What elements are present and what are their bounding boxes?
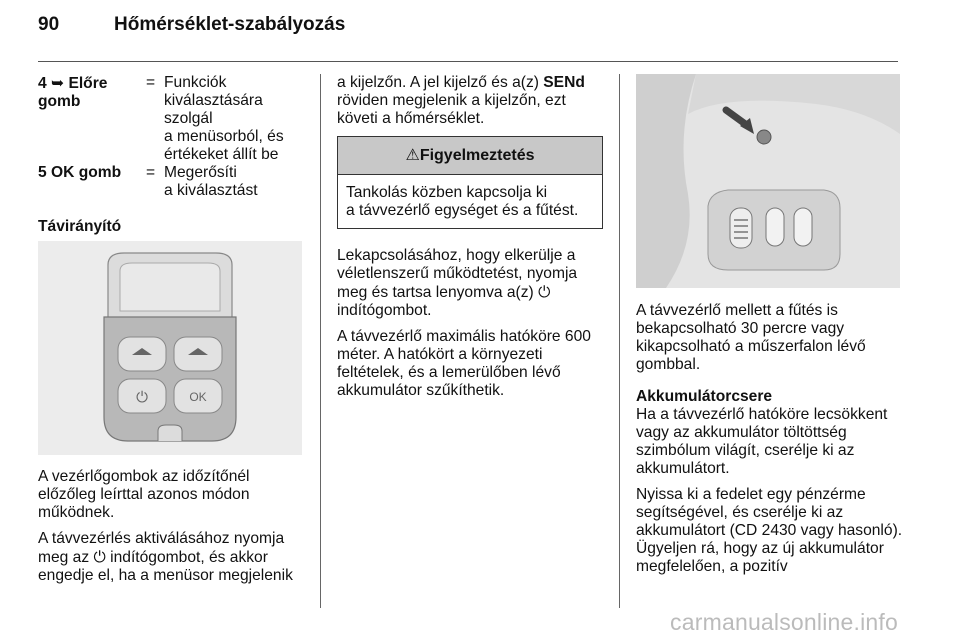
term-label: OK gomb — [51, 164, 122, 181]
paragraph-controls: A vezérlőgombok az időzítőnél előzőleg leírttal azonos módon működnek. — [38, 468, 250, 521]
page-number: 90 — [38, 14, 60, 35]
paragraph-battery-replace: Nyissa ki a fedelet egy pénzérme segítségével, és cserélje ki az akkumulátort (CD 2430 vagy hasonló). Ügyeljen rá, hogy az új akkumulátor megfelelően, a pozitív — [636, 486, 903, 575]
power-icon: ⏻ — [538, 283, 551, 301]
definition-equals: = — [146, 74, 156, 91]
column-2 — [337, 74, 603, 408]
paragraph-dashboard-button: A távvezérlő mellett a fűtés is bekapcsolható 30 percre vagy kikapcsolható a műszerfalon lévő gombbal. — [636, 302, 866, 373]
definition-ok-button: Megerősíti a kiválasztást — [164, 164, 258, 199]
text-span: A távvezérlés aktiválásához nyomja meg az — [38, 530, 285, 566]
column-3 — [636, 302, 904, 584]
button-definition-list — [38, 74, 304, 200]
battery-replacement-heading: Akkumulátorcsere — [636, 388, 773, 405]
text-span: indítógombot, és akkor engedje el, ha a menüsor megjelenik — [38, 549, 293, 584]
warning-triangle-icon: ⚠ — [405, 145, 420, 164]
paragraph-display — [337, 74, 603, 128]
text-span: indítógombot. — [337, 302, 432, 319]
power-icon: ⏻ — [93, 548, 106, 566]
ok-button-label: OK — [189, 390, 207, 404]
definition-forward-button: Funkciók kiválasztására szolgál a menüsorból, és értékeket állít be — [164, 74, 284, 163]
column-divider-2 — [619, 74, 620, 608]
definition-equals: = — [146, 164, 156, 181]
column-divider-1 — [320, 74, 321, 608]
dimmer-wheel-icon — [730, 208, 752, 248]
paragraph-activation — [38, 530, 304, 585]
dashboard-drawing — [636, 74, 900, 288]
dashboard-button-icon — [766, 208, 784, 246]
warning-title: Figyelmeztetés — [419, 147, 535, 164]
term-ok-button — [38, 164, 146, 200]
warning-header — [338, 137, 602, 175]
warning-box — [337, 136, 603, 229]
term-label: Előre gomb — [38, 75, 108, 110]
dashboard-button-illustration — [636, 74, 900, 288]
remote-control-heading: Távirányító — [38, 218, 122, 235]
remote-control-drawing — [38, 241, 302, 455]
term-number: 4 — [38, 75, 47, 92]
send-keyword: SENd — [543, 74, 585, 91]
page-title: Hőmérséklet-szabályozás — [114, 14, 346, 35]
page-header — [38, 14, 345, 36]
column-1 — [38, 74, 304, 244]
heater-button-icon — [757, 130, 771, 144]
paragraph-deactivation — [337, 247, 603, 320]
paragraph-battery-low: Ha a távvezérlő hatóköre lecsökkent vagy az akkumulátor töltöttség szimbólum világít, cserélje ki az akkumulátort. — [636, 406, 888, 477]
text-span: röviden megjelenik a kijelzőn, ezt követi a hőmérséklet. — [337, 92, 566, 127]
text-span: Lekapcsolásához, hogy elkerülje a véletlenszerű működtetést, nyomja meg és tartsa lenyomva a(z) — [337, 247, 578, 301]
power-icon: ⏻ — [136, 388, 148, 406]
term-number: 5 — [38, 164, 47, 181]
warning-body: Tankolás közben kapcsolja ki a távvezérlő egységet és a fűtést. — [346, 184, 579, 219]
column-1-lower — [38, 468, 304, 593]
forward-arrow-icon: ➥ — [51, 74, 65, 92]
watermark: carmanualsonline.info — [670, 609, 898, 635]
term-forward-button — [38, 74, 146, 164]
text-span: a kijelzőn. A jel kijelző és a(z) — [337, 74, 544, 91]
dashboard-button-icon — [794, 208, 812, 246]
paragraph-range: A távvezérlő maximális hatóköre 600 méter. A hatókört a környezeti feltételek, és a lemerülőben lévő akkumulátor szűkíthetik. — [337, 328, 591, 399]
header-rule — [38, 61, 898, 62]
remote-control-illustration — [38, 241, 302, 455]
